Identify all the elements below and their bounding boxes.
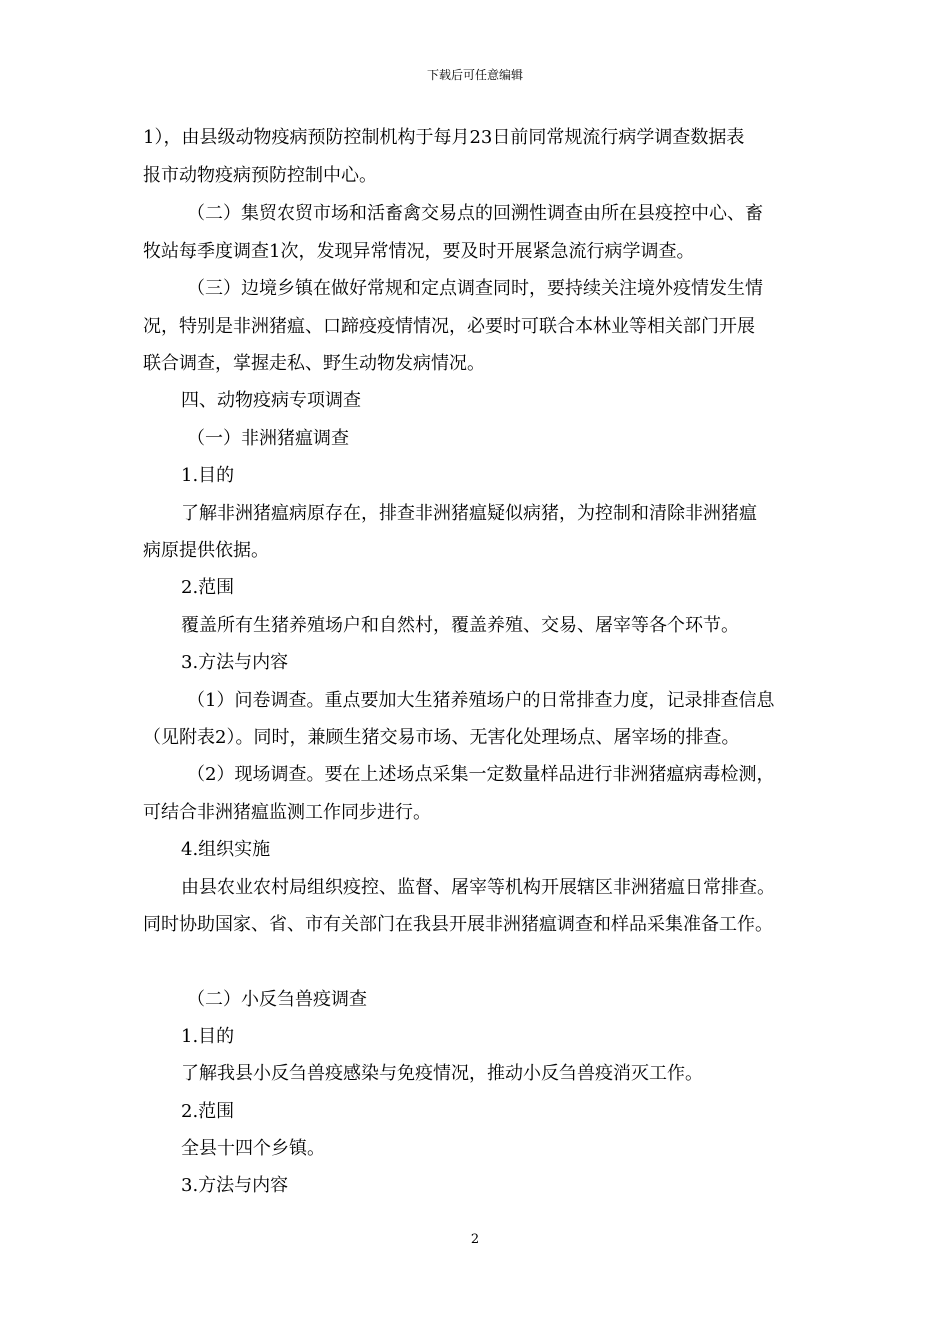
item-heading: 1.目的	[181, 465, 235, 486]
text-line: 联合调查，掌握走私、野生动物发病情况。	[143, 353, 485, 374]
item-heading: 3.方法与内容	[181, 1175, 289, 1196]
text-line: 报市动物疫病预防控制中心。	[143, 165, 377, 186]
item-heading: 4.组织实施	[181, 839, 271, 860]
text-line: （2）现场调查。要在上述场点采集一定数量样品进行非洲猪瘟病毒检测，	[187, 764, 775, 785]
item-heading: 3.方法与内容	[181, 652, 289, 673]
section-heading: 四、动物疫病专项调查	[181, 390, 361, 411]
text-line: （1）问卷调查。重点要加大生猪养殖场户的日常排查力度，记录排查信息	[187, 690, 775, 711]
text-line: 1），由县级动物疫病预防控制机构于每月23日前同常规流行病学调查数据表	[143, 127, 745, 148]
text-line: 了解非洲猪瘟病原存在，排查非洲猪瘟疑似病猪，为控制和清除非洲猪瘟	[181, 503, 757, 524]
subsection-heading: （二）小反刍兽疫调查	[187, 989, 367, 1010]
text-line: 由县农业农村局组织疫控、监督、屠宰等机构开展辖区非洲猪瘟日常排查。	[181, 877, 775, 898]
item-heading: 2.范围	[181, 1101, 235, 1122]
text-line: 病原提供依据。	[143, 540, 269, 561]
text-line: 了解我县小反刍兽疫感染与免疫情况，推动小反刍兽疫消灭工作。	[181, 1063, 703, 1084]
subsection-heading: （一）非洲猪瘟调查	[187, 428, 349, 449]
text-line: 全县十四个乡镇。	[181, 1138, 325, 1159]
text-line: 可结合非洲猪瘟监测工作同步进行。	[143, 802, 431, 823]
text-line: 覆盖所有生猪养殖场户和自然村，覆盖养殖、交易、屠宰等各个环节。	[181, 615, 739, 636]
text-line: 况，特别是非洲猪瘟、口蹄疫疫情情况，必要时可联合本林业等相关部门开展	[143, 316, 755, 337]
item-heading: 2.范围	[181, 577, 235, 598]
text-line: （三）边境乡镇在做好常规和定点调查同时，要持续关注境外疫情发生情	[187, 278, 763, 299]
item-heading: 1.目的	[181, 1026, 235, 1047]
text-line: 牧站每季度调查1次，发现异常情况，要及时开展紧急流行病学调查。	[143, 241, 695, 262]
text-line: 同时协助国家、省、市有关部门在我县开展非洲猪瘟调查和样品采集准备工作。	[143, 914, 773, 935]
text-line: （二）集贸农贸市场和活畜禽交易点的回溯性调查由所在县疫控中心、畜	[187, 203, 763, 224]
page-number: 2	[470, 1232, 480, 1247]
page-header: 下载后可任意编辑	[426, 68, 523, 82]
text-line: （见附表2）。同时，兼顾生猪交易市场、无害化处理场点、屠宰场的排查。	[143, 727, 740, 748]
